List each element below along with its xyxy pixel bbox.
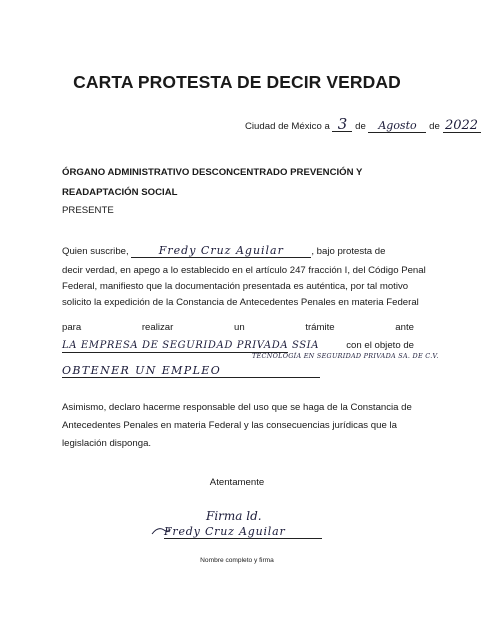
word-tramite: trámite — [305, 322, 335, 333]
company-line — [62, 339, 414, 353]
word-realizar: realizar — [141, 322, 174, 333]
signature-scribble: Firma ld. — [206, 509, 262, 523]
paragraph1-line-3: Federal, manifiesto que la documentación presentada es auténtica, por tal motivo — [62, 281, 409, 292]
paragraph1-line-2: decir verdad, en apego a lo establecido en el artículo 247 fracción I, del Código Penal — [62, 265, 426, 276]
signature-line — [150, 522, 324, 540]
company-name: LA EMPRESA DE SEGURIDAD PRIVADA SSIA — [62, 340, 320, 351]
signature-caption: Nombre completo y firma — [200, 557, 274, 564]
date-connector-2: de — [429, 121, 440, 132]
paragraph2-line-3: legislación disponga. — [62, 438, 152, 449]
date-year: 2022 — [443, 119, 481, 133]
date-connector-1: de — [355, 121, 366, 132]
word-ante: ante — [395, 322, 414, 333]
date-month: Agosto — [368, 119, 426, 133]
paragraph1-line-5 — [62, 321, 414, 334]
word-para: para — [62, 322, 82, 333]
purpose-text: OBTENER UN EMPLEO — [62, 364, 320, 378]
document-title: CARTA PROTESTA DE DECIR VERDAD — [73, 72, 401, 92]
subscriber-line — [62, 244, 414, 258]
recipient-line-1: ÓRGANO ADMINISTRATIVO DESCONCENTRADO PREVENCIÓN Y — [62, 167, 363, 178]
signature-name: Fredy Cruz Aguilar — [164, 525, 322, 539]
recipient-line-3: PRESENTE — [62, 205, 114, 216]
date-day: 3 — [332, 118, 352, 132]
company-note: TECNOLOGÍA EN SEGURIDAD PRIVADA SA. DE C.V. — [252, 352, 439, 360]
recipient-line-2: READAPTACIÓN SOCIAL — [62, 187, 178, 198]
paragraph2-line-1: Asimismo, declaro hacerme responsable del uso que se haga de la Constancia de — [62, 402, 412, 413]
subscriber-prefix: Quien suscribe, — [62, 246, 129, 257]
paragraph1-line-4: solicito la expedición de la Constancia de Antecedentes Penales en materia Federal — [62, 297, 419, 308]
subscriber-suffix: , bajo protesta de — [311, 246, 386, 257]
purpose-line — [62, 361, 322, 379]
date-line — [245, 115, 481, 133]
signature-flourish-icon — [150, 524, 170, 538]
subscriber-name: Fredy Cruz Aguilar — [131, 244, 311, 258]
company-suffix: con el objeto de — [346, 340, 414, 351]
date-prefix: Ciudad de México a — [245, 121, 330, 132]
word-un: un — [233, 322, 245, 333]
closing: Atentamente — [209, 477, 265, 488]
paragraph2-line-2: Antecedentes Penales en materia Federal y las consecuencias jurídicas que la — [62, 420, 397, 431]
